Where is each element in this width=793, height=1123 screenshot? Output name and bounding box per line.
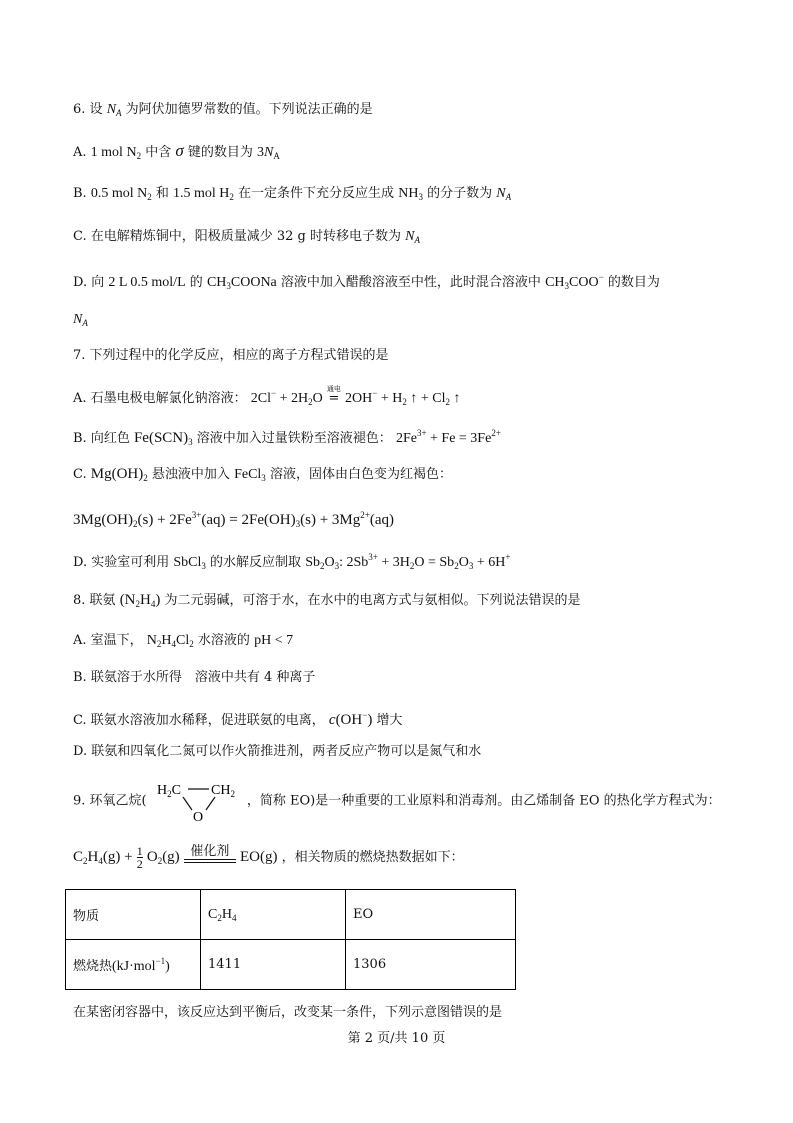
q6-option-a: A. 1 mol $N_2$ 中含 σ 键的数目为 $3N_A$ [73, 141, 280, 161]
q7-option-d: D. 实验室可利用 SbCl$_3$ 的水解反应制取 $Sb_2O_3$: $2Sb^{3+} + 3H_2O = Sb_2O_3 + 6H^+$ [73, 552, 511, 571]
q9-tail: 在某密闭容器中，该反应达到平衡后，改变某一条件，下列示意图错误的是 [73, 1005, 503, 1020]
q7-option-b: B. 向红色 $Fe(SCN)_3$ 溶液中加入过量铁粉至溶液褪色： $2Fe^{3+} + Fe = 3Fe^{2+}$ [73, 428, 501, 447]
q8-option-c: C. 联氨水溶液加水稀释，促进联氨的电离， c(OH−) 增大 [73, 710, 403, 728]
electrolysis-sign: 通电 = [326, 385, 341, 406]
q6-option-b: B. 0.5 mol $N_2$ 和 1.5 mol $H_2$ 在一定条件下充分反应生成 $NH_3$ 的分子数为 $N_A$ [73, 186, 512, 202]
page-footer: 第 2 页/共 10 页 [347, 1031, 446, 1046]
q6-stem: 6. 设 $N_A$ 为阿伏加德罗常数的值。下列说法正确的是 [73, 102, 373, 118]
q7-option-a: A. 石墨电极电解氯化钠溶液： $2Cl^- + 2H_2O$ 通电 = $2OH^- + H_2$ ↑ + $Cl_2$ ↑ [73, 385, 461, 407]
table-header-ethylene: $C_2H_4$ [201, 890, 346, 940]
combustion-heat-table [65, 889, 516, 990]
q7-option-c-equation: $3Mg(OH)_2(s) + 2Fe^{3+}(aq) = 2Fe(OH)_3(s) + 3Mg^{2+}(aq)$ [73, 510, 394, 529]
table-header-eo: EO [346, 890, 516, 940]
sigma-symbol: σ [175, 141, 184, 160]
epoxide-structure [151, 779, 243, 823]
q7-option-c: C. $Mg(OH)_2$ 悬浊液中加入 FeCl$_3$ 溶液，固体由白色变为红褐色： [73, 466, 452, 483]
epoxide-oxygen: O [192, 810, 203, 823]
q8-stem: 8. 联氨 $(N_2H_4)$ 为二元弱碱，可溶于水，在水中的电离方式与氨相似。下列说法错误的是 [73, 592, 581, 609]
table-header-substance: 物质 [66, 890, 201, 940]
q7-stem: 7. 下列过程中的化学反应，相应的离子方程式错误的是 [73, 348, 389, 363]
na-symbol: $N_A$ [106, 102, 122, 118]
q9-stem: 9. 环氧乙烷( $H_2C$ $CH_2$ O ，简称 EO)是一种重要的工业原料和消毒剂。由乙烯制备 EO 的热化学方程式为： [73, 779, 721, 823]
q6-option-d: D. 向 2 L 0.5 mol/L 的 $CH_3COONa$ 溶液中加入醋酸溶液至中性，此时混合溶液中 $CH_3COO^-$ 的数目为 [73, 272, 660, 291]
q9-equation: $C_2H_4(g)$ + $\frac{1}{2}$ $O_2(g)$ 催化剂 EO(g) ，相关物质的燃烧热数据如下： [73, 843, 464, 871]
catalyst-arrow: 催化剂 [184, 845, 236, 863]
epoxide-h2c: $H_2C$ [156, 783, 181, 799]
table-row [66, 940, 516, 990]
table-row-label: 燃烧热(kJ·mol$^{-1}$) [66, 940, 201, 990]
epoxide-ch2: $CH_2$ [210, 783, 235, 799]
table-row [66, 890, 516, 940]
q8-option-a: A. 室温下， $N_2H_4Cl_2$ 水溶液的 pH < 7 [73, 633, 294, 649]
q6-option-c: C. 在电解精炼铜中，阳极质量减少 32 g 时转移电子数为 $N_A$ [73, 229, 420, 245]
q8-option-d: D. 联氨和四氧化二氮可以作火箭推进剂，两者反应产物可以是氮气和水 [73, 744, 482, 759]
q8-option-b: B. 联氨溶于水所得 溶液中共有 4 种离子 [73, 670, 316, 685]
one-half-fraction: $\frac{1}{2}$ [136, 844, 143, 871]
q6-option-d-cont: $N_A$ [73, 312, 88, 328]
table-cell-eo-heat: 1306 [346, 940, 516, 990]
table-cell-ethylene-heat: 1411 [201, 940, 346, 990]
